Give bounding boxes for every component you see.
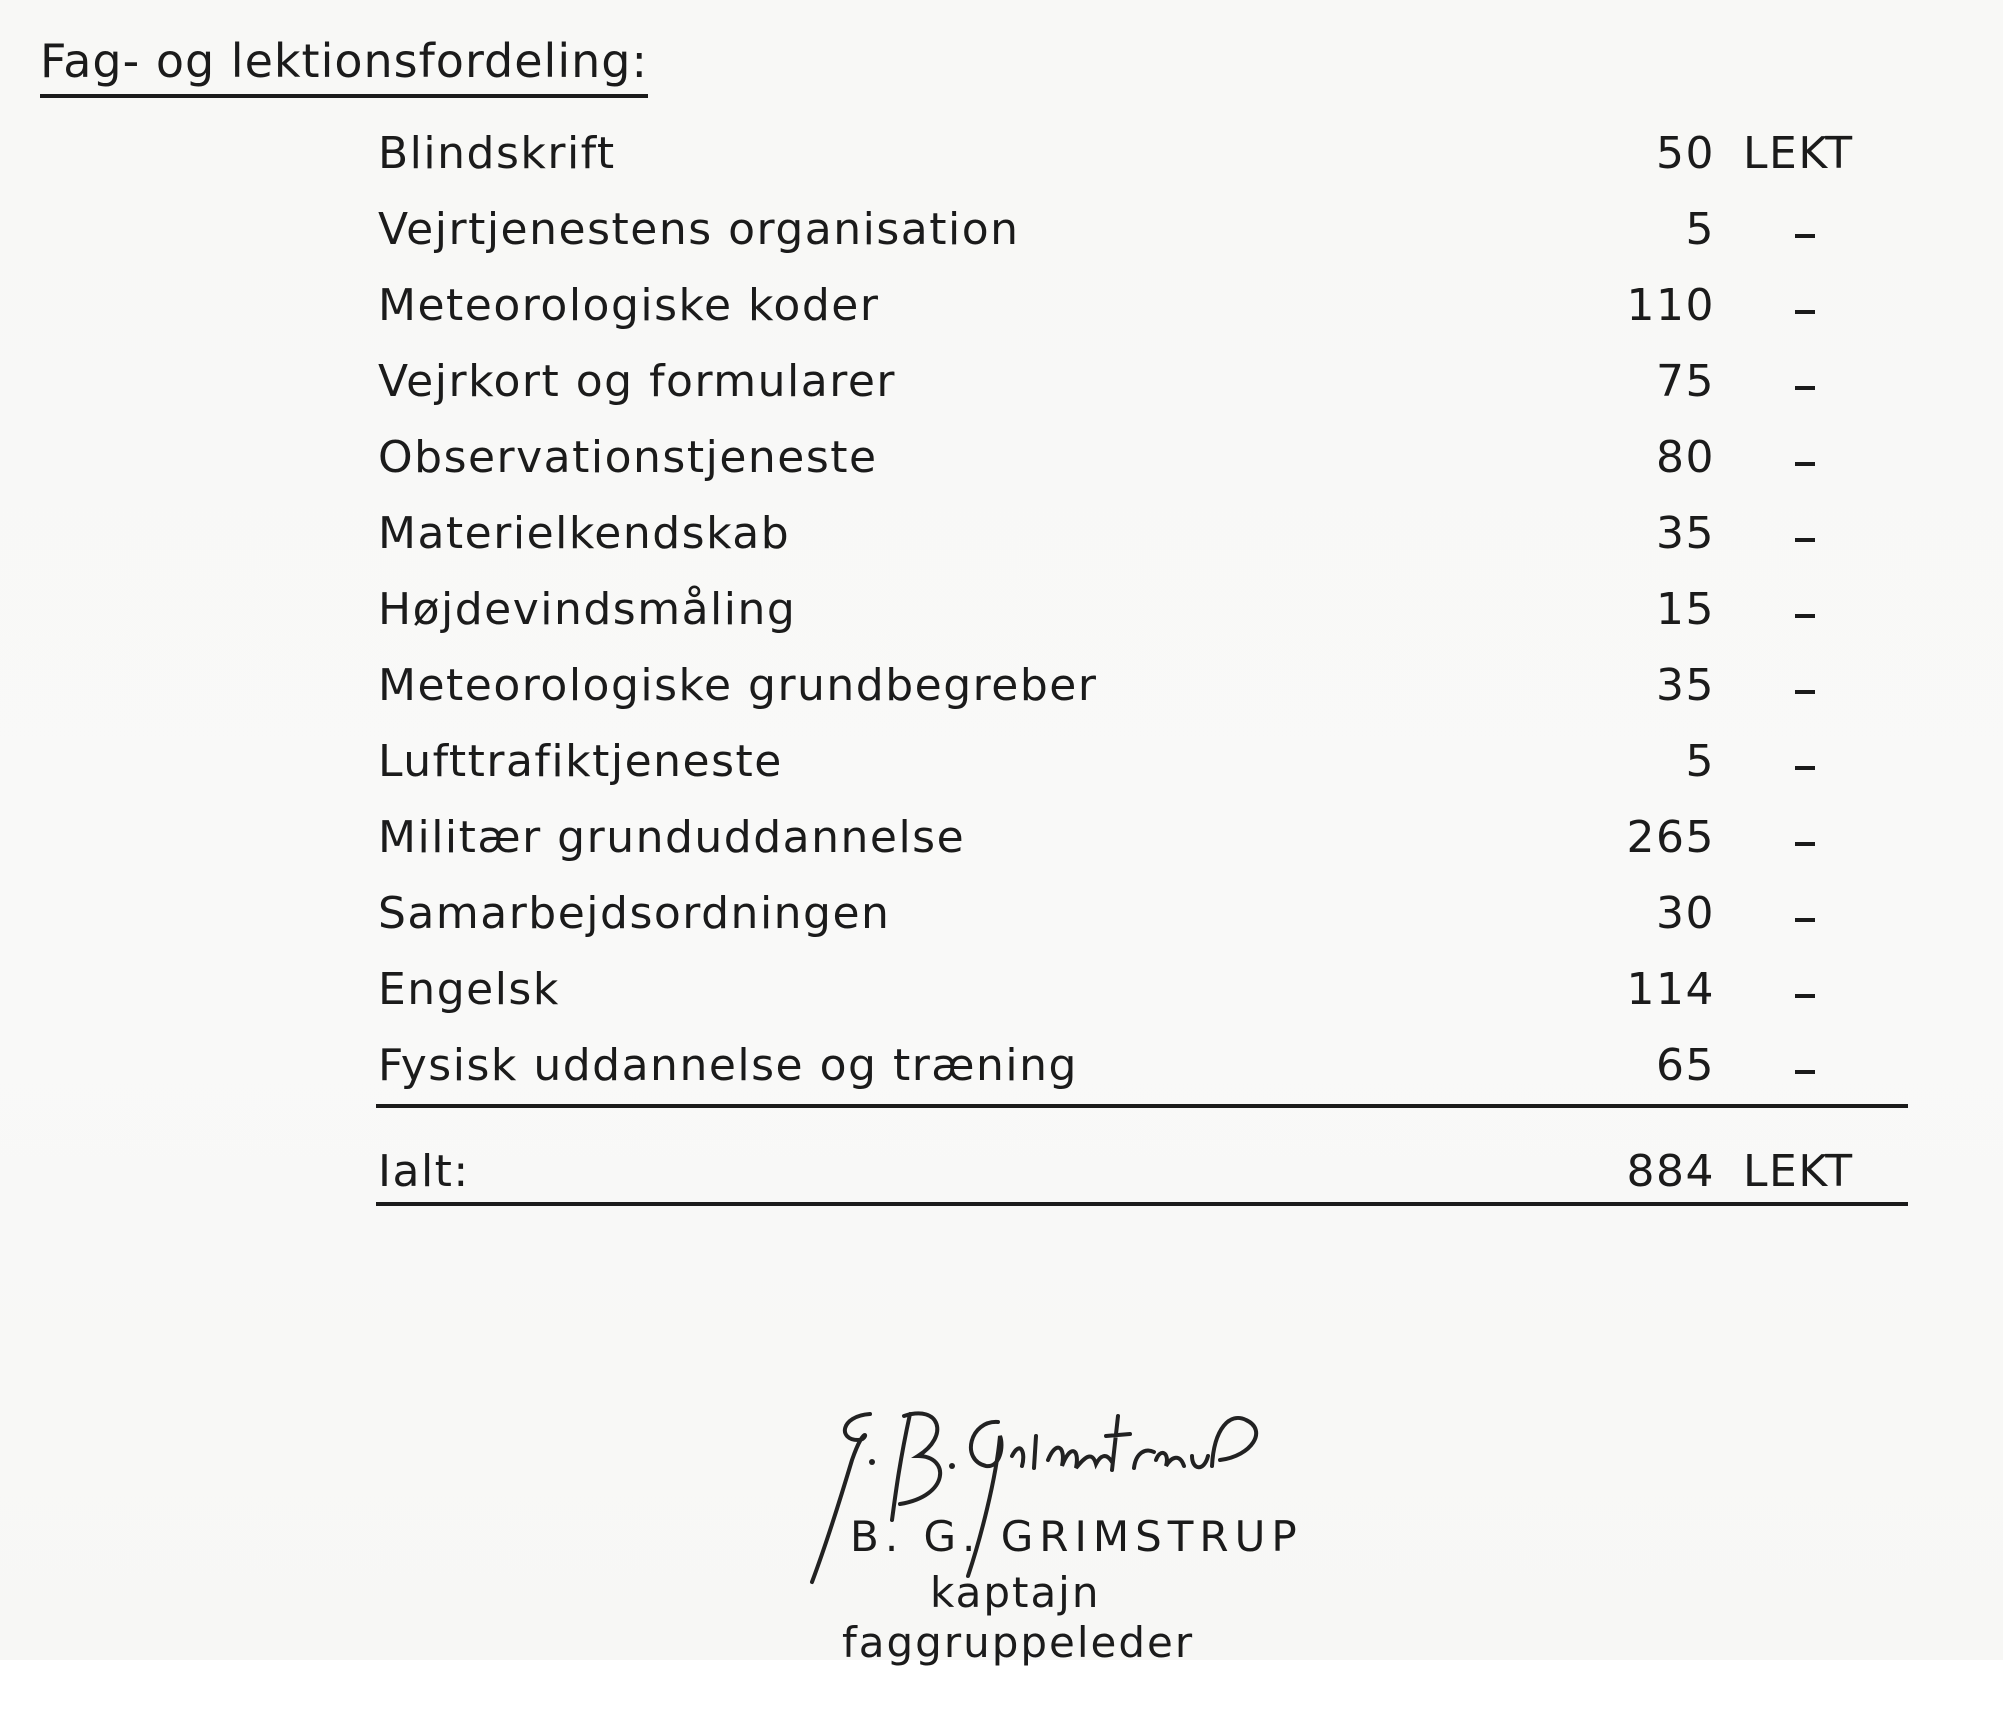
ditto-dash	[1795, 538, 1815, 542]
subject-row	[0, 508, 2003, 568]
ditto-dash	[1795, 310, 1815, 314]
subject-name: Vejrkort og formularer	[378, 356, 897, 407]
ditto-dash	[1795, 918, 1815, 922]
lesson-count: 50	[1656, 128, 1715, 179]
ditto-dash	[1795, 614, 1815, 618]
lesson-count: 265	[1626, 812, 1715, 863]
subject-row	[0, 964, 2003, 1024]
ditto-dash	[1795, 842, 1815, 846]
subject-name: Blindskrift	[378, 128, 616, 179]
subject-row	[0, 1040, 2003, 1100]
subject-name: Observationstjeneste	[378, 432, 878, 483]
ditto-dash	[1795, 386, 1815, 390]
signatory-name: B. G. GRIMSTRUP	[850, 1512, 1303, 1561]
subject-row	[0, 204, 2003, 264]
lesson-unit: LEKT	[1743, 128, 1854, 179]
ditto-dash	[1795, 994, 1815, 998]
subject-row	[0, 432, 2003, 492]
ditto-dash	[1795, 234, 1815, 238]
page-heading: Fag- og lektionsfordeling:	[40, 34, 648, 98]
subject-name: Meteorologiske koder	[378, 280, 880, 331]
subject-name: Samarbejdsordningen	[378, 888, 891, 939]
subject-row	[0, 888, 2003, 948]
total-unit: LEKT	[1743, 1146, 1854, 1197]
subject-row	[0, 128, 2003, 188]
lesson-count: 114	[1626, 964, 1715, 1015]
total-underline	[376, 1202, 1908, 1206]
lesson-count: 5	[1685, 736, 1715, 787]
subject-name: Fysisk uddannelse og træning	[378, 1040, 1078, 1091]
subject-row	[0, 280, 2003, 340]
subject-row	[0, 584, 2003, 644]
lesson-count: 110	[1626, 280, 1715, 331]
lesson-count: 30	[1656, 888, 1715, 939]
lesson-count: 15	[1656, 584, 1715, 635]
signature-block	[780, 1400, 1340, 1670]
subject-name: Meteorologiske grundbegreber	[378, 660, 1098, 711]
handwritten-signature	[800, 1400, 1340, 1590]
subject-row	[0, 812, 2003, 872]
signatory-rank: kaptajn	[930, 1568, 1101, 1617]
lesson-count: 35	[1656, 508, 1715, 559]
ditto-dash	[1795, 462, 1815, 466]
subject-row	[0, 736, 2003, 796]
lesson-count: 80	[1656, 432, 1715, 483]
subject-name: Engelsk	[378, 964, 560, 1015]
ditto-dash	[1795, 1070, 1815, 1074]
ditto-dash	[1795, 690, 1815, 694]
total-count: 884	[1626, 1146, 1715, 1197]
total-separator	[376, 1104, 1908, 1108]
subject-name: Lufttrafiktjeneste	[378, 736, 783, 787]
subject-name: Vejrtjenestens organisation	[378, 204, 1020, 255]
lesson-count: 65	[1656, 1040, 1715, 1091]
subject-name: Højdevindsmåling	[378, 584, 797, 635]
subject-row	[0, 356, 2003, 416]
subject-name: Militær grunduddannelse	[378, 812, 966, 863]
subject-name: Materielkendskab	[378, 508, 791, 559]
lesson-count: 35	[1656, 660, 1715, 711]
subject-row	[0, 660, 2003, 720]
lesson-count: 75	[1656, 356, 1715, 407]
lesson-count: 5	[1685, 204, 1715, 255]
ditto-dash	[1795, 766, 1815, 770]
total-label: Ialt:	[378, 1146, 470, 1197]
signatory-role: faggruppeleder	[842, 1618, 1195, 1667]
total-row	[0, 1146, 2003, 1206]
